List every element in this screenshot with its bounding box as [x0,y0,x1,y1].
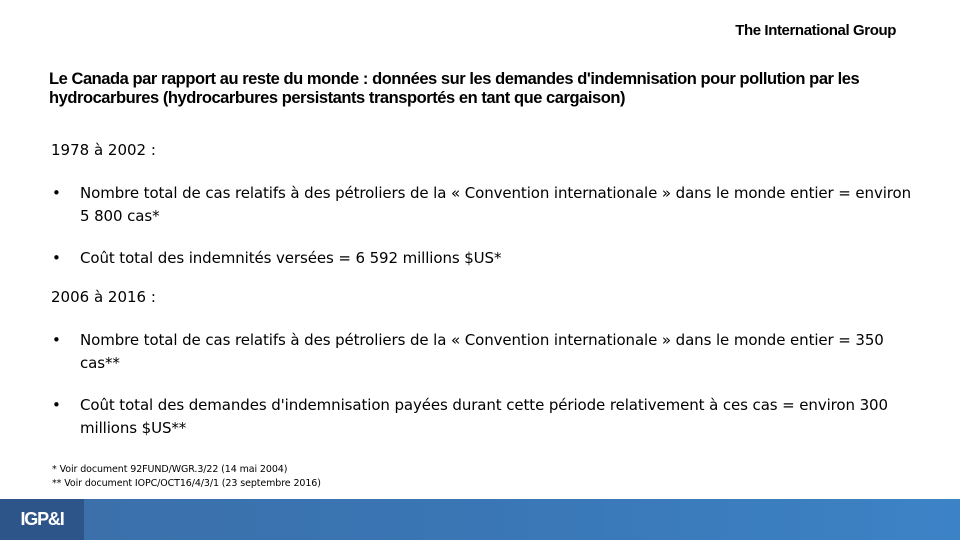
bullet-item [51,329,911,375]
bullet-item [51,182,911,228]
igpi-logo [0,499,84,540]
section-2006-2016 [51,287,911,440]
bullet-item [51,394,911,440]
bullet-text: Nombre total de cas relatifs à des pétroliers de la « Convention internationale » dans le monde entier = environ 5 800 cas* [80,184,912,225]
bullet-text: Nombre total de cas relatifs à des pétroliers de la « Convention internationale » dans le monde entier = 350 cas** [80,331,884,372]
section-1978-2002 [51,140,911,270]
footnote: * Voir document 92FUND/WGR.3/22 (14 mai 2004) [52,464,288,475]
bullet-glyph: • [52,184,61,202]
footer-bar [0,499,960,540]
slide-content [51,140,911,459]
bullet-text: Coût total des indemnités versées = 6 592 millions $US* [80,249,502,267]
period-heading: 2006 à 2016 : [51,288,156,306]
footnote: ** Voir document IOPC/OCT16/4/3/1 (23 septembre 2016) [52,478,321,489]
period-heading: 1978 à 2002 : [51,141,156,159]
bullet-list [51,182,911,270]
bullet-item [51,247,911,270]
bullet-list [51,329,911,440]
bullet-glyph: • [52,331,61,349]
bullet-text: Coût total des demandes d'indemnisation payées durant cette période relativement à ces cas = environ 300 millions $US** [80,396,888,437]
slide-title: Le Canada par rapport au reste du monde : données sur les demandes d'indemnisation pour pollution par les hydrocarbures (hydrocarbures persistants transportés en tant que cargaison) [49,70,860,107]
footnotes [52,463,321,491]
logo-text: IGP&I [20,509,64,529]
bullet-glyph: • [52,396,61,414]
brand-name: The International Group [735,22,896,39]
bullet-glyph: • [52,249,61,267]
